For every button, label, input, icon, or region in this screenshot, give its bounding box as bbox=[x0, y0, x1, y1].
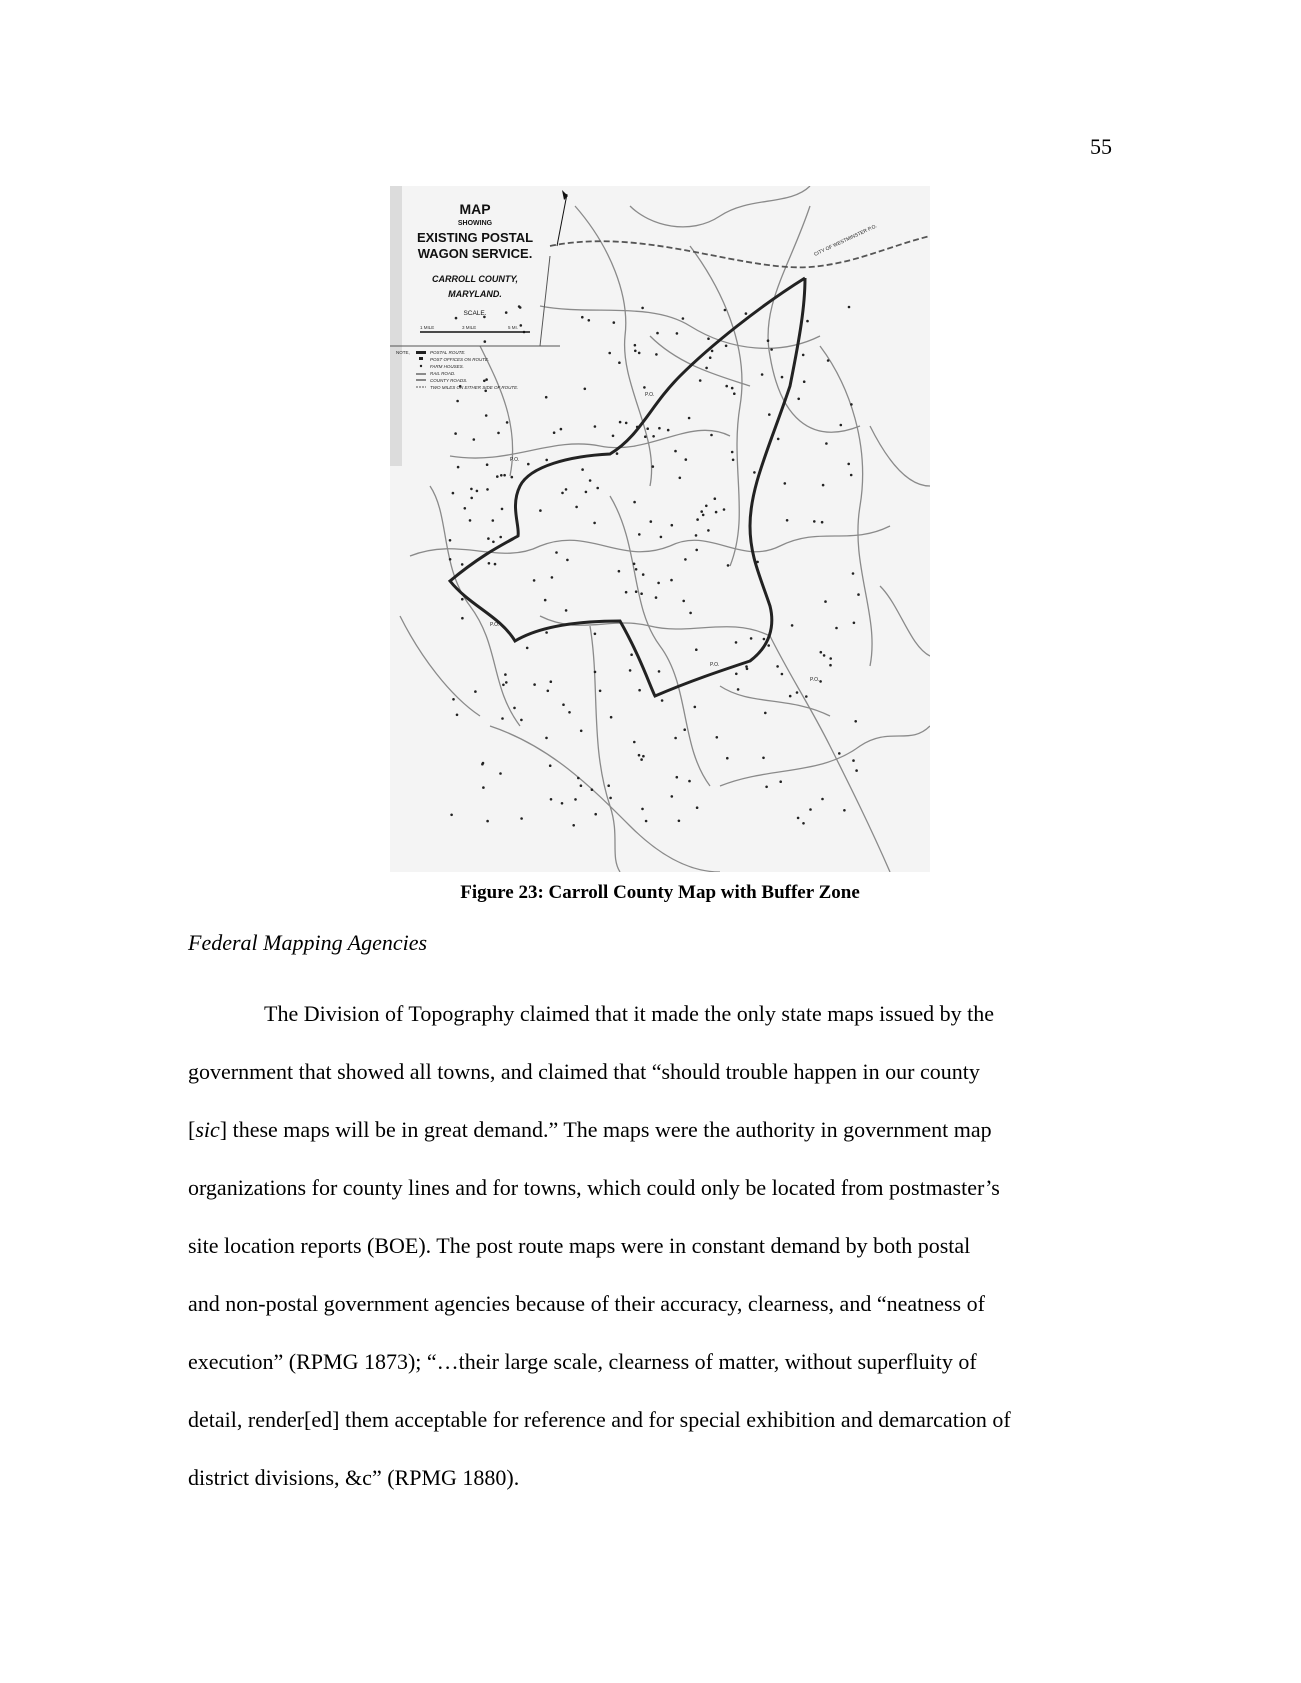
farm-house-dot bbox=[640, 592, 643, 595]
farm-house-dot bbox=[761, 373, 764, 376]
farm-house-dot bbox=[635, 590, 638, 593]
farm-house-dot bbox=[550, 798, 553, 801]
farm-house-dot bbox=[688, 780, 691, 783]
farm-house-dot bbox=[488, 562, 491, 565]
farm-house-dot bbox=[452, 492, 455, 495]
farm-house-dot bbox=[461, 563, 464, 566]
farm-house-dot bbox=[735, 673, 738, 676]
line-rest: ] these maps will be in great demand.” The maps were the authority in government map bbox=[219, 1117, 992, 1142]
farm-house-dot bbox=[655, 596, 658, 599]
paragraph-line: district divisions, &c” (RPMG 1880). bbox=[188, 1465, 520, 1490]
farm-house-dot bbox=[629, 669, 632, 672]
farm-house-dot bbox=[584, 388, 587, 391]
farm-house-dot bbox=[613, 321, 616, 324]
farm-house-dot bbox=[746, 668, 749, 671]
sic-italic: sic bbox=[195, 1117, 220, 1142]
farm-house-dot bbox=[803, 380, 806, 383]
farm-house-dot bbox=[819, 680, 822, 683]
farm-house-dot bbox=[667, 429, 670, 432]
farm-house-dot bbox=[710, 434, 713, 437]
farm-house-dot bbox=[857, 593, 860, 596]
map-region-line2: MARYLAND. bbox=[448, 289, 502, 299]
paragraph-line: site location reports (BOE). The post route maps were in constant demand by both postal bbox=[188, 1233, 971, 1258]
farm-house-dot bbox=[593, 522, 596, 525]
farm-house-dot bbox=[806, 320, 809, 323]
farm-house-dot bbox=[753, 471, 756, 474]
farm-house-dot bbox=[813, 520, 816, 523]
farm-house-dot bbox=[678, 820, 681, 823]
farm-house-dot bbox=[544, 599, 547, 602]
scale-mark: 3 MILE bbox=[462, 325, 477, 330]
legend-farm-swatch bbox=[420, 365, 422, 367]
farm-house-dot bbox=[594, 671, 597, 674]
farm-house-dot bbox=[723, 508, 726, 511]
farm-house-dot bbox=[635, 568, 638, 571]
farm-house-dot bbox=[733, 392, 736, 395]
farm-house-dot bbox=[470, 488, 473, 491]
place-label: P.O. bbox=[810, 677, 820, 683]
farm-house-dot bbox=[452, 698, 455, 701]
farm-house-dot bbox=[702, 514, 705, 517]
farm-house-dot bbox=[591, 788, 594, 791]
farm-house-dot bbox=[486, 488, 489, 491]
farm-house-dot bbox=[707, 337, 710, 340]
farm-house-dot bbox=[519, 306, 522, 309]
figure-caption: Figure 23: Carroll County Map with Buffer Zone bbox=[460, 882, 860, 903]
farm-house-dot bbox=[671, 524, 674, 527]
farm-house-dot bbox=[682, 317, 685, 320]
farm-house-dot bbox=[827, 359, 830, 362]
farm-house-dot bbox=[625, 422, 628, 425]
farm-house-dot bbox=[699, 379, 702, 382]
legend-item: RAIL ROAD. bbox=[430, 371, 456, 376]
farm-house-dot bbox=[781, 376, 784, 379]
farm-house-dot bbox=[735, 641, 738, 644]
farm-house-dot bbox=[682, 600, 685, 603]
farm-house-dot bbox=[487, 537, 490, 540]
farm-house-dot bbox=[695, 648, 698, 651]
farm-house-dot bbox=[630, 653, 633, 656]
farm-house-dot bbox=[705, 367, 708, 370]
place-label: P.O. bbox=[645, 392, 655, 398]
farm-house-dot bbox=[594, 633, 597, 636]
farm-house-dot bbox=[533, 579, 536, 582]
farm-house-dot bbox=[732, 459, 735, 462]
farm-house-dot bbox=[482, 786, 485, 789]
farm-house-dot bbox=[709, 356, 712, 359]
farm-house-dot bbox=[520, 817, 523, 820]
farm-house-dot bbox=[565, 609, 568, 612]
farm-house-dot bbox=[449, 558, 452, 561]
farm-house-dot bbox=[599, 690, 602, 693]
farm-house-dot bbox=[638, 352, 641, 355]
farm-house-dot bbox=[589, 479, 592, 482]
farm-house-dot bbox=[855, 769, 858, 772]
farm-house-dot bbox=[820, 651, 823, 654]
farm-house-dot bbox=[638, 533, 641, 536]
farm-house-dot bbox=[545, 396, 548, 399]
farm-house-dot bbox=[474, 690, 477, 693]
farm-house-dot bbox=[661, 699, 664, 702]
farm-house-dot bbox=[853, 622, 856, 625]
farm-house-dot bbox=[777, 438, 780, 441]
farm-house-dot bbox=[685, 458, 688, 461]
farm-house-dot bbox=[496, 475, 499, 478]
farm-house-dot bbox=[633, 741, 636, 744]
farm-house-dot bbox=[560, 428, 563, 431]
farm-house-dot bbox=[566, 559, 569, 562]
farm-house-dot bbox=[791, 624, 794, 627]
farm-house-dot bbox=[768, 413, 771, 416]
farm-house-dot bbox=[840, 424, 843, 427]
farm-house-dot bbox=[724, 309, 727, 312]
legend-postal-route-swatch bbox=[416, 351, 426, 354]
farm-house-dot bbox=[848, 306, 851, 309]
farm-house-dot bbox=[610, 716, 613, 719]
scale-mark: 1 MILE bbox=[420, 325, 435, 330]
farm-house-dot bbox=[545, 737, 548, 740]
farm-house-dot bbox=[770, 348, 773, 351]
farm-house-dot bbox=[625, 591, 628, 594]
farm-house-dot bbox=[499, 772, 502, 775]
farm-house-dot bbox=[671, 795, 674, 798]
farm-house-dot bbox=[695, 549, 698, 552]
farm-house-dot bbox=[824, 600, 827, 603]
farm-house-dot bbox=[485, 414, 488, 417]
map-title-line4: WAGON SERVICE. bbox=[417, 246, 533, 261]
farm-house-dot bbox=[688, 417, 691, 420]
farm-house-dot bbox=[652, 465, 655, 468]
farm-house-dot bbox=[694, 706, 697, 709]
paragraph-line: organizations for county lines and for towns, which could only be located from postmaster’s bbox=[188, 1175, 1000, 1200]
farm-house-dot bbox=[619, 421, 622, 424]
farm-house-dot bbox=[483, 380, 486, 383]
legend-post-office-swatch bbox=[419, 357, 423, 360]
farm-house-dot bbox=[561, 802, 564, 805]
legend-note: NOTE, bbox=[396, 350, 410, 355]
scale-mark: 5 MI. bbox=[508, 325, 519, 330]
farm-house-dot bbox=[526, 647, 529, 650]
farm-house-dot bbox=[527, 463, 530, 466]
farm-house-dot bbox=[549, 764, 552, 767]
farm-house-dot bbox=[499, 536, 502, 539]
farm-house-dot bbox=[737, 688, 740, 691]
farm-house-dot bbox=[505, 311, 508, 314]
farm-house-dot bbox=[501, 717, 504, 720]
map-title-line3: EXISTING POSTAL bbox=[416, 230, 534, 245]
farm-house-dot bbox=[731, 451, 734, 454]
map-scale-label: SCALE. bbox=[463, 310, 487, 317]
farm-house-dot bbox=[633, 563, 636, 566]
place-label: CITY OF WESTMINSTER P.O. bbox=[813, 223, 879, 258]
legend-item: POST OFFICES ON ROUTE. bbox=[430, 357, 490, 362]
farm-house-dot bbox=[594, 425, 597, 428]
farm-house-dot bbox=[711, 350, 714, 353]
farm-house-dot bbox=[650, 520, 653, 523]
farm-house-dot bbox=[696, 806, 699, 809]
farm-house-dot bbox=[676, 776, 679, 779]
farm-house-dot bbox=[533, 683, 536, 686]
paragraph-line: execution” (RPMG 1873); “…their large scale, clearness of matter, without superfluity of bbox=[188, 1349, 977, 1374]
farm-house-dot bbox=[641, 307, 644, 310]
map-edge-strip bbox=[390, 186, 402, 466]
farm-house-dot bbox=[500, 474, 503, 477]
farm-house-dot bbox=[797, 817, 800, 820]
farm-house-dot bbox=[481, 763, 484, 766]
farm-house-dot bbox=[642, 573, 645, 576]
legend-item: POSTAL ROUTE. bbox=[430, 350, 466, 355]
farm-house-dot bbox=[575, 506, 578, 509]
farm-house-dot bbox=[461, 617, 464, 620]
farm-house-dot bbox=[850, 474, 853, 477]
farm-house-dot bbox=[574, 798, 577, 801]
farm-house-dot bbox=[646, 427, 649, 430]
farm-house-dot bbox=[644, 435, 647, 438]
farm-house-dot bbox=[450, 814, 453, 817]
farm-house-dot bbox=[764, 712, 767, 715]
farm-house-dot bbox=[763, 638, 766, 641]
farm-house-dot bbox=[658, 670, 661, 673]
farm-house-dot bbox=[674, 737, 677, 740]
farm-house-dot bbox=[464, 507, 467, 510]
farm-house-dot bbox=[580, 730, 583, 733]
farm-house-dot bbox=[633, 501, 636, 504]
farm-house-dot bbox=[642, 755, 645, 758]
farm-house-dot bbox=[731, 387, 734, 390]
farm-house-dot bbox=[641, 808, 644, 811]
farm-house-dot bbox=[821, 798, 824, 801]
farm-house-dot bbox=[616, 452, 619, 455]
body-paragraph bbox=[188, 985, 1134, 1507]
farm-house-dot bbox=[750, 637, 753, 640]
farm-house-dot bbox=[501, 508, 504, 511]
farm-house-dot bbox=[494, 563, 497, 566]
farm-house-dot bbox=[634, 350, 637, 353]
farm-house-dot bbox=[796, 691, 799, 694]
farm-house-dot bbox=[802, 354, 805, 357]
farm-house-dot bbox=[679, 477, 682, 480]
farm-house-dot bbox=[580, 784, 583, 787]
farm-house-dot bbox=[636, 426, 639, 429]
farm-house-dot bbox=[829, 664, 832, 667]
farm-house-dot bbox=[511, 476, 514, 479]
farm-house-dot bbox=[581, 316, 584, 319]
farm-house-dot bbox=[457, 466, 460, 469]
farm-house-dot bbox=[612, 435, 615, 438]
farm-house-dot bbox=[502, 684, 505, 687]
farm-house-dot bbox=[638, 689, 641, 692]
farm-house-dot bbox=[461, 598, 464, 601]
legend-item: COUNTY ROADS. bbox=[430, 378, 468, 383]
farm-house-dot bbox=[492, 541, 495, 544]
bracket-open: [ bbox=[188, 1117, 196, 1142]
farm-house-dot bbox=[545, 631, 548, 634]
farm-house-dot bbox=[674, 450, 677, 453]
farm-house-dot bbox=[618, 361, 621, 364]
paragraph-line: detail, render[ed] them acceptable for reference and for special exhibition and demarcation of bbox=[188, 1407, 1011, 1432]
farm-house-dot bbox=[551, 576, 554, 579]
map-title-line2: SHOWING bbox=[457, 220, 493, 227]
farm-house-dot bbox=[609, 797, 612, 800]
farm-house-dot bbox=[756, 561, 759, 564]
farm-house-dot bbox=[689, 612, 692, 615]
farm-house-dot bbox=[696, 518, 699, 521]
farm-house-dot bbox=[486, 463, 489, 466]
farm-house-dot bbox=[506, 421, 509, 424]
farm-house-dot bbox=[469, 519, 472, 522]
farm-house-dot bbox=[618, 570, 621, 573]
farm-house-dot bbox=[797, 398, 800, 401]
farm-house-dot bbox=[658, 427, 661, 430]
farm-house-dot bbox=[676, 332, 679, 335]
farm-house-dot bbox=[829, 657, 832, 660]
farm-house-dot bbox=[715, 511, 718, 514]
farm-house-dot bbox=[854, 720, 857, 723]
farm-house-dot bbox=[645, 820, 648, 823]
farm-house-dot bbox=[660, 536, 663, 539]
paragraph-line bbox=[188, 1101, 1134, 1159]
farm-house-dot bbox=[843, 809, 846, 812]
farm-house-dot bbox=[545, 459, 548, 462]
farm-house-dot bbox=[825, 442, 828, 445]
farm-house-dot bbox=[852, 759, 855, 762]
farm-house-dot bbox=[762, 757, 765, 760]
place-label: P.O. bbox=[510, 457, 520, 463]
figure-map bbox=[390, 186, 930, 872]
page-number: 55 bbox=[1090, 134, 1112, 159]
farm-house-dot bbox=[503, 474, 506, 477]
place-label: P.O. bbox=[490, 622, 500, 628]
place-label: P.O. bbox=[710, 662, 720, 668]
farm-house-dot bbox=[486, 820, 489, 823]
farm-house-dot bbox=[640, 758, 643, 761]
farm-house-dot bbox=[684, 558, 687, 561]
farm-house-dot bbox=[562, 703, 565, 706]
farm-house-dot bbox=[716, 736, 719, 739]
farm-house-dot bbox=[695, 534, 698, 537]
map-title-line1: MAP bbox=[459, 201, 491, 217]
farm-house-dot bbox=[838, 752, 841, 755]
farm-house-dot bbox=[767, 644, 770, 647]
farm-house-dot bbox=[786, 519, 789, 522]
farm-house-dot bbox=[455, 317, 458, 320]
farm-house-dot bbox=[568, 711, 571, 714]
farm-house-dot bbox=[520, 719, 523, 722]
farm-house-dot bbox=[726, 757, 729, 760]
farm-house-dot bbox=[596, 487, 599, 490]
farm-house-dot bbox=[513, 707, 516, 710]
farm-house-dot bbox=[638, 754, 641, 757]
farm-house-dot bbox=[745, 312, 748, 315]
farm-house-dot bbox=[454, 432, 457, 435]
farm-house-dot bbox=[608, 352, 611, 355]
farm-house-dot bbox=[497, 432, 500, 435]
farm-house-dot bbox=[520, 324, 523, 327]
farm-house-dot bbox=[456, 400, 459, 403]
farm-house-dot bbox=[705, 505, 708, 508]
farm-house-dot bbox=[565, 488, 568, 491]
farm-house-dot bbox=[725, 345, 728, 348]
farm-house-dot bbox=[652, 435, 655, 438]
farm-house-dot bbox=[655, 353, 658, 356]
farm-house-dot bbox=[847, 463, 850, 466]
section-heading: Federal Mapping Agencies bbox=[188, 930, 428, 955]
farm-house-dot bbox=[476, 490, 479, 493]
farm-house-dot bbox=[577, 777, 580, 780]
farm-house-dot bbox=[809, 808, 812, 811]
farm-house-dot bbox=[485, 378, 488, 381]
map-region-line1: CARROLL COUNTY, bbox=[431, 274, 519, 284]
farm-house-dot bbox=[634, 344, 637, 347]
farm-house-dot bbox=[553, 431, 556, 434]
legend-item: TWO MILES ON EITHER SIDE OF ROUTE. bbox=[430, 385, 519, 390]
farm-house-dot bbox=[657, 582, 660, 585]
farm-house-dot bbox=[765, 786, 768, 789]
farm-house-dot bbox=[588, 319, 591, 322]
farm-house-dot bbox=[781, 673, 784, 676]
farm-house-dot bbox=[725, 385, 728, 388]
farm-house-dot bbox=[656, 332, 659, 335]
farm-house-dot bbox=[802, 822, 805, 825]
farm-house-dot bbox=[784, 482, 787, 485]
farm-house-dot bbox=[473, 438, 476, 441]
farm-house-dot bbox=[789, 695, 792, 698]
farm-house-dot bbox=[539, 509, 542, 512]
farm-house-dot bbox=[555, 551, 558, 554]
farm-house-dot bbox=[767, 339, 770, 342]
farm-house-dot bbox=[700, 510, 703, 513]
farm-house-dot bbox=[470, 497, 473, 500]
farm-house-dot bbox=[581, 468, 584, 471]
farm-house-dot bbox=[505, 681, 508, 684]
farm-house-dot bbox=[852, 572, 855, 575]
paragraph-line: and non-postal government agencies because of their accuracy, clearness, and “neatness of bbox=[188, 1291, 985, 1316]
paragraph-line: The Division of Topography claimed that it made the only state maps issued by the bbox=[264, 1001, 995, 1026]
farm-house-dot bbox=[822, 484, 825, 487]
farm-house-dot bbox=[449, 539, 452, 542]
farm-house-dot bbox=[594, 813, 597, 816]
farm-house-dot bbox=[779, 780, 782, 783]
farm-house-dot bbox=[484, 340, 487, 343]
farm-house-dot bbox=[670, 579, 673, 582]
paragraph-line: government that showed all towns, and claimed that “should trouble happen in our county bbox=[188, 1059, 980, 1084]
farm-house-dot bbox=[492, 519, 495, 522]
farm-house-dot bbox=[823, 654, 826, 657]
farm-house-dot bbox=[561, 492, 564, 495]
farm-house-dot bbox=[821, 521, 824, 524]
farm-house-dot bbox=[745, 665, 748, 668]
farm-house-dot bbox=[585, 491, 588, 494]
farm-house-dot bbox=[776, 665, 779, 668]
farm-house-dot bbox=[727, 564, 730, 567]
farm-house-dot bbox=[683, 728, 686, 731]
farm-house-dot bbox=[504, 673, 507, 676]
farm-house-dot bbox=[643, 386, 646, 389]
farm-house-dot bbox=[547, 690, 550, 693]
farm-house-dot bbox=[550, 680, 553, 683]
farm-house-dot bbox=[835, 627, 838, 630]
legend-item: FARM HOUSES. bbox=[430, 364, 464, 369]
carroll-county-map bbox=[390, 186, 930, 872]
farm-house-dot bbox=[572, 824, 575, 827]
farm-house-dot bbox=[805, 695, 808, 698]
farm-house-dot bbox=[850, 403, 853, 406]
farm-house-dot bbox=[456, 714, 459, 717]
farm-house-dot bbox=[707, 529, 710, 532]
farm-house-dot bbox=[607, 784, 610, 787]
farm-house-dot bbox=[714, 497, 717, 500]
